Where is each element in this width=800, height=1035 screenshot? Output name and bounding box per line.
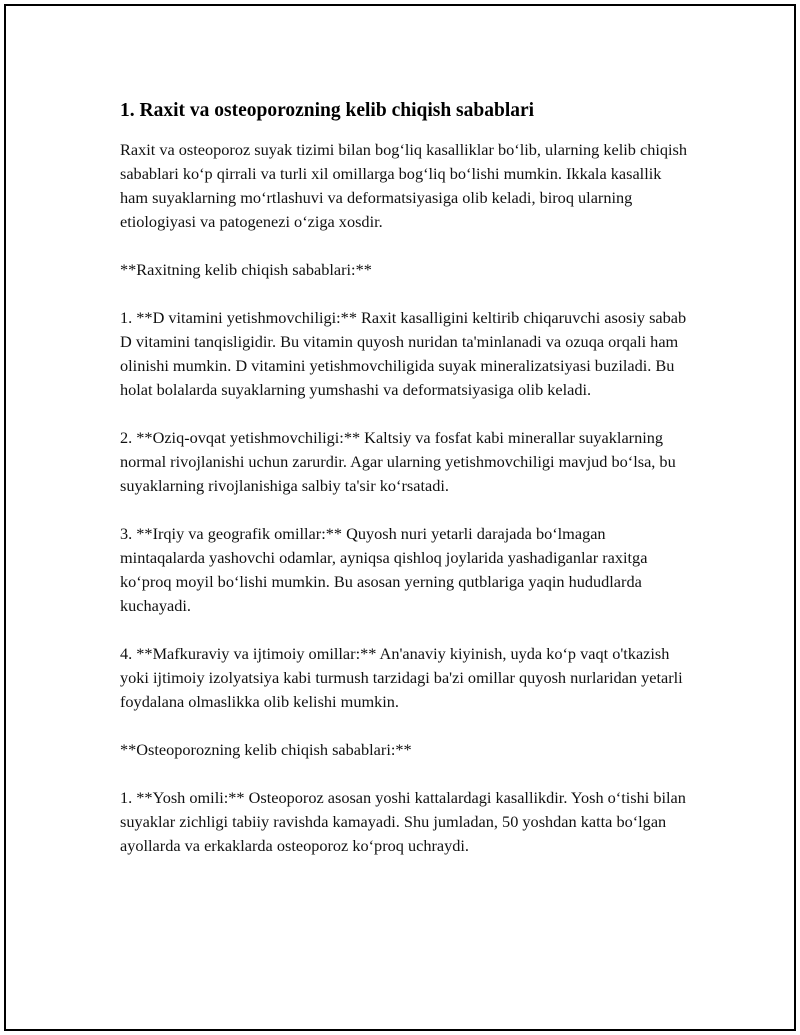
intro-paragraph: Raxit va osteoporoz suyak tizimi bilan bog‘liq kasalliklar bo‘lib, ularning kelib chiqish sabablari ko‘p qirrali va turli xil omillarga bog‘liq bo‘lishi mumkin. Ikkala kasallik ham suyaklarning mo‘rtlashuvi va deformatsiyasiga olib keladi, biroq ularning etiologiyasi va patogenezi o‘ziga xosdir. [120, 140, 688, 231]
section-heading: 1. Raxit va osteoporozning kelib chiqish sabablari [120, 100, 535, 121]
page-frame [4, 4, 796, 1031]
raxit-cause-item: 3. **Irqiy va geografik omillar:** Quyosh nuri yetarli darajada bo‘lmagan mintaqalarda yashovchi odamlar, ayniqsa qishloq joylarida yashadiganlar raxitga ko‘proq moyil bo‘lishi mumkin. Bu asosan yerning qutblariga yaqin hududlarda kuchayadi. [120, 524, 648, 615]
raxit-causes-heading: **Raxitning kelib chiqish sabablari:** [120, 260, 372, 279]
osteo-cause-item: 1. **Yosh omili:** Osteoporoz asosan yoshi kattalardagi kasallikdir. Yosh o‘tishi bilan suyaklar zichligi tabiiy ravishda kamayadi. Shu jumladan, 50 yoshdan katta bo‘lgan ayollarda va erkaklarda osteoporoz ko‘proq uchraydi. [120, 788, 686, 855]
raxit-cause-item: 4. **Mafkuraviy va ijtimoiy omillar:** An'anaviy kiyinish, uyda ko‘p vaqt o'tkazish yoki ijtimoiy izolyatsiya kabi turmush tarzidagi ba'zi omillar quyosh nurlaridan yetarli foydalana olmaslikka olib kelishi mumkin. [120, 644, 683, 711]
raxit-cause-item: 1. **D vitamini yetishmovchiligi:** Raxit kasalligini keltirib chiqaruvchi asosiy sabab D vitamini tanqisligidir. Bu vitamin quyosh nuridan ta'minlanadi va ozuqa orqali ham olinishi mumkin. D vitamini yetishmovchiligida suyak mineralizatsiyasi buziladi. Bu holat bolalarda suyaklarning yumshashi va deformatsiyasiga olib keladi. [120, 308, 687, 399]
raxit-cause-item: 2. **Oziq-ovqat yetishmovchiligi:** Kaltsiy va fosfat kabi minerallar suyaklarning normal rivojlanishi uchun zarurdir. Agar ularning yetishmovchiligi mavjud bo‘lsa, bu suyaklarning rivojlanishiga salbiy ta'sir ko‘rsatadi. [120, 428, 676, 495]
document-body [120, 98, 690, 882]
osteo-causes-heading: **Osteoporozning kelib chiqish sabablari:** [120, 740, 412, 759]
